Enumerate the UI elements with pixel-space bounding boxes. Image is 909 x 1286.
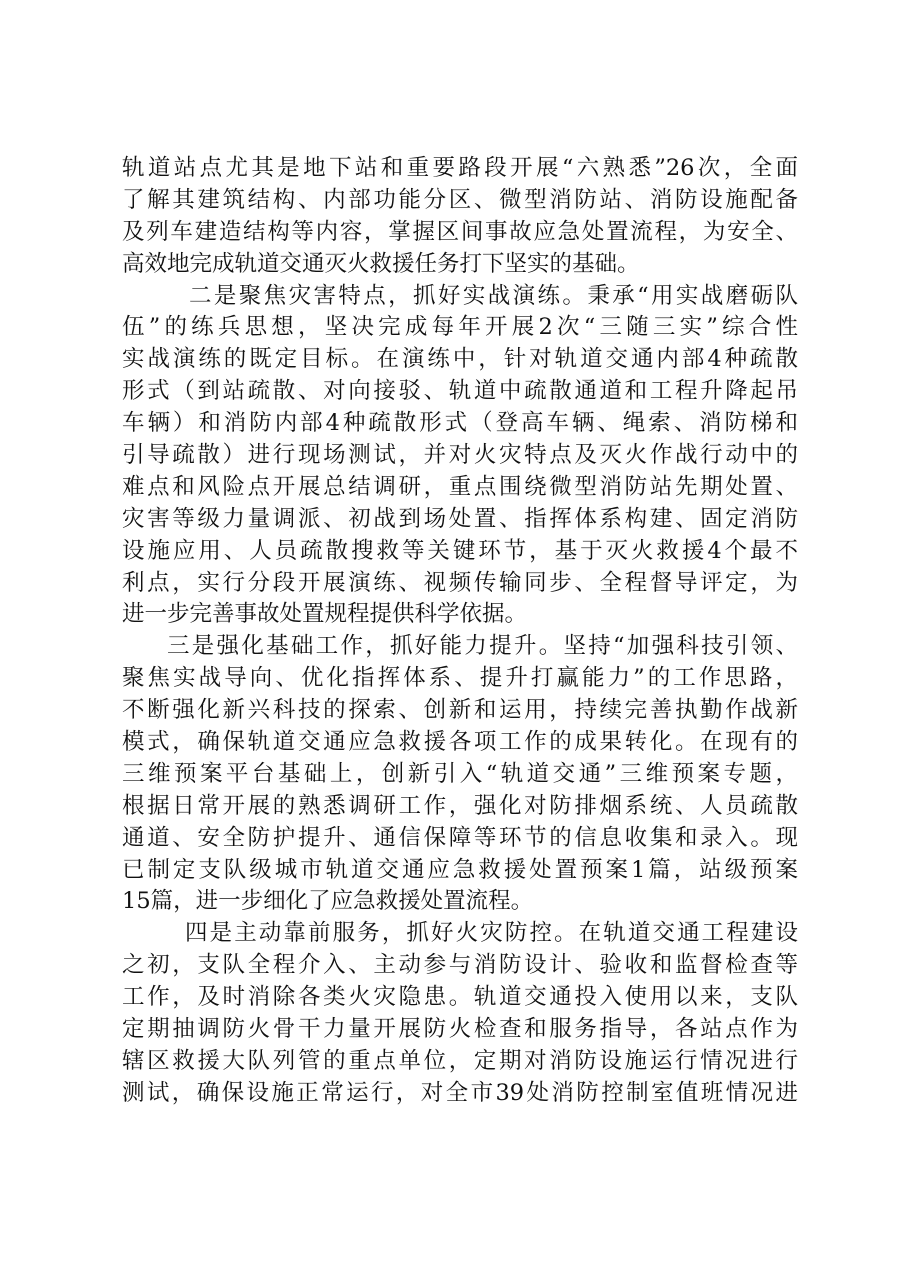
text-line: 已制定支队级城市轨道交通应急救援处置预案1篇，站级预案 bbox=[122, 856, 798, 883]
text-line: 引导疏散）进行现场测试，并对火灾特点及灭火作战行动中的 bbox=[122, 442, 798, 469]
paragraph-4 bbox=[122, 918, 798, 1109]
paragraph-1 bbox=[122, 153, 798, 281]
text-line: 不断强化新兴科技的探索、创新和运用，持续完善执勤作战新 bbox=[122, 697, 798, 724]
paragraph-2 bbox=[122, 281, 798, 632]
text-line: 设施应用、人员疏散搜救等关键环节，基于灭火救援4个最不 bbox=[122, 537, 798, 564]
text-line: 辖区救援大队列管的重点单位，定期对消防设施运行情况进行 bbox=[122, 1047, 798, 1074]
text-line: 定期抽调防火骨干力量开展防火检查和服务指导，各站点作为 bbox=[122, 1016, 798, 1043]
text-line: 高效地完成轨道交通灭火救援任务打下坚实的基础。 bbox=[122, 250, 640, 277]
text-line: 聚焦实战导向、优化指挥体系、提升打赢能力”的工作思路， bbox=[122, 665, 798, 692]
text-line: 根据日常开展的熟悉调研工作，强化对防排烟系统、人员疏散 bbox=[122, 792, 798, 819]
text-line: 实战演练的既定目标。在演练中，针对轨道交通内部4种疏散 bbox=[122, 346, 798, 373]
text-line: 进一步完善事故处置规程提供科学依据。 bbox=[122, 601, 528, 628]
text-line: 之初，支队全程介入、主动参与消防设计、验收和监督检查等 bbox=[122, 952, 798, 979]
text-line: 车辆）和消防内部4种疏散形式（登高车辆、绳索、消防梯和 bbox=[122, 410, 798, 437]
paragraph-3 bbox=[122, 631, 798, 918]
text-line: 模式，确保轨道交通应急救援各项工作的成果转化。在现有的 bbox=[122, 729, 798, 756]
text-line: 了解其建筑结构、内部功能分区、微型消防站、消防设施配备 bbox=[122, 186, 798, 213]
text-line: 15篇，进一步细化了应急救援处置流程。 bbox=[122, 888, 534, 915]
text-line: 伍”的练兵思想，坚决完成每年开展2次“三随三实”综合性 bbox=[122, 314, 798, 341]
document-body bbox=[122, 153, 798, 1110]
text-line: 三是强化基础工作，抓好能力提升。坚持“加强科技引领、 bbox=[167, 633, 798, 660]
text-line: 灾害等级力量调派、初战到场处置、指挥体系构建、固定消防 bbox=[122, 505, 798, 532]
text-line: 工作，及时消除各类火灾隐患。轨道交通投入使用以来，支队 bbox=[122, 984, 798, 1011]
text-line: 二是聚焦灾害特点，抓好实战演练。秉承“用实战磨砺队 bbox=[189, 282, 798, 309]
text-line: 利点，实行分段开展演练、视频传输同步、全程督导评定，为 bbox=[122, 569, 798, 596]
text-line: 通道、安全防护提升、通信保障等环节的信息收集和录入。现 bbox=[122, 824, 798, 851]
text-line: 四是主动靠前服务，抓好火灾防控。在轨道交通工程建设 bbox=[185, 920, 798, 947]
text-line: 轨道站点尤其是地下站和重要路段开展“六熟悉”26次，全面 bbox=[122, 155, 798, 181]
text-line: 及列车建造结构等内容，掌握区间事故应急处置流程，为安全、 bbox=[122, 218, 798, 245]
text-line: 形式（到站疏散、对向接驳、轨道中疏散通道和工程升降起吊 bbox=[122, 378, 798, 405]
text-line: 难点和风险点开展总结调研，重点围绕微型消防站先期处置、 bbox=[122, 473, 798, 500]
text-line: 三维预案平台基础上，创新引入“轨道交通”三维预案专题， bbox=[122, 760, 798, 787]
text-line: 测试，确保设施正常运行，对全市39处消防控制室值班情况进 bbox=[122, 1079, 798, 1106]
